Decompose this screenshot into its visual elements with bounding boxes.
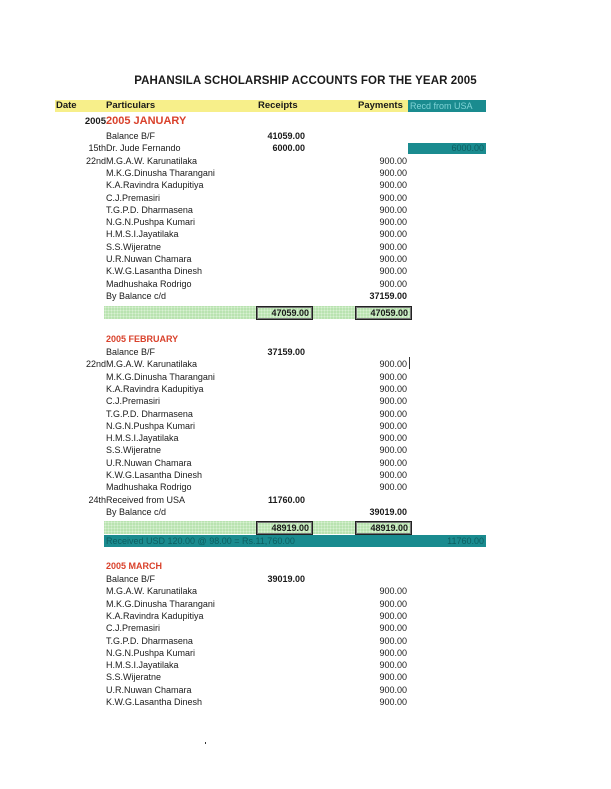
row-particular: T.G.P.D. Dharmasena xyxy=(106,408,193,419)
row-particular: K.A.Ravindra Kadupitiya xyxy=(106,383,204,394)
table-row xyxy=(0,432,611,444)
row-particular: T.G.P.D. Dharmasena xyxy=(106,635,193,646)
row-particular: K.W.G.Lasantha Dinesh xyxy=(106,266,203,277)
month-title-february: 2005 FEBRUARY xyxy=(106,334,179,344)
february-total-payments: 48919.00 xyxy=(355,521,412,535)
february-total-receipts: 48919.00 xyxy=(256,521,313,535)
row-payment: 900.00 xyxy=(379,598,407,609)
row-particular: K.A.Ravindra Kadupitiya xyxy=(106,610,204,621)
row-payment: 900.00 xyxy=(379,371,407,382)
table-row xyxy=(0,228,611,240)
row-particular: K.A.Ravindra Kadupitiya xyxy=(106,180,204,191)
table-row xyxy=(0,253,611,265)
table-row xyxy=(0,408,611,420)
row-receipt: 11760.00 xyxy=(267,494,305,505)
row-particular: S.S.Wijeratne xyxy=(106,672,162,683)
row-date: 22nd xyxy=(85,359,106,370)
january-usa-value: 6000.00 xyxy=(451,143,484,153)
row-particular: C.J.Premasiri xyxy=(106,396,161,407)
row-particular: K.W.G.Lasantha Dinesh xyxy=(106,697,203,707)
table-row xyxy=(0,204,611,216)
month-row-march xyxy=(0,560,611,572)
table-row xyxy=(0,573,611,585)
row-payment: 900.00 xyxy=(379,254,407,264)
row-particular: M.G.A.W. Karunatilaka xyxy=(106,586,198,597)
row-particular: Balance B/F xyxy=(106,347,156,357)
table-row xyxy=(0,635,611,647)
table-row xyxy=(0,420,611,432)
table-row xyxy=(0,216,611,228)
row-payment: 900.00 xyxy=(379,684,407,695)
row-particular: M.G.A.W. Karunatilaka xyxy=(106,359,198,370)
row-payment: 900.00 xyxy=(379,445,407,456)
row-payment: 900.00 xyxy=(379,359,407,370)
february-usa-value: 11760.00 xyxy=(447,536,484,546)
table-row xyxy=(0,444,611,456)
table-row xyxy=(0,179,611,191)
row-payment: 900.00 xyxy=(379,266,407,277)
row-payment: 900.00 xyxy=(379,420,407,431)
row-payment: 900.00 xyxy=(379,217,407,228)
row-payment: 900.00 xyxy=(379,647,407,658)
row-payment: 900.00 xyxy=(379,229,407,240)
month-title-march: 2005 MARCH xyxy=(106,561,163,571)
table-row xyxy=(0,659,611,671)
table-row xyxy=(0,371,611,383)
row-payment: 900.00 xyxy=(379,155,407,166)
row-particular: By Balance c/d xyxy=(106,290,167,301)
row-payment: 900.00 xyxy=(379,672,407,683)
row-particular: S.S.Wijeratne xyxy=(106,241,162,252)
document-title: PAHANSILA SCHOLARSHIP ACCOUNTS FOR THE YEAR 2005 xyxy=(134,75,477,87)
row-date: 22nd xyxy=(85,155,106,166)
header-payments: Payments xyxy=(358,100,403,111)
table-row xyxy=(0,358,611,370)
table-row xyxy=(0,610,611,622)
scan-speck xyxy=(205,742,206,744)
table-row xyxy=(0,494,611,506)
table-row xyxy=(0,395,611,407)
row-payment: 900.00 xyxy=(379,192,407,203)
row-receipt: 37159.00 xyxy=(267,347,305,357)
table-row xyxy=(0,671,611,683)
row-payment: 900.00 xyxy=(379,635,407,646)
table-row xyxy=(0,192,611,204)
table-row xyxy=(0,265,611,277)
january-total-payments: 47059.00 xyxy=(355,306,412,320)
cursor-mark xyxy=(409,357,410,369)
row-payment: 37159.00 xyxy=(369,290,407,301)
row-particular: Balance B/F xyxy=(106,131,156,141)
row-payment: 900.00 xyxy=(379,623,407,634)
row-payment: 900.00 xyxy=(379,383,407,394)
row-particular: C.J.Premasiri xyxy=(106,623,161,634)
row-payment: 900.00 xyxy=(379,408,407,419)
header-particulars: Particulars xyxy=(106,100,156,111)
february-usd-note: Received USD 120.00 @ 98.00 = Rs.11,760.00 xyxy=(106,536,295,546)
row-payment: 900.00 xyxy=(379,457,407,468)
table-row xyxy=(0,278,611,290)
table-row xyxy=(0,481,611,493)
row-particular: M.G.A.W. Karunatilaka xyxy=(106,155,198,166)
month-title-january: 2005 JANUARY xyxy=(106,115,187,127)
row-payment: 900.00 xyxy=(379,241,407,252)
row-payment: 900.00 xyxy=(379,396,407,407)
row-receipt: 41059.00 xyxy=(267,131,305,141)
table-row xyxy=(0,622,611,634)
header-usa: Recd from USA xyxy=(410,101,473,111)
row-particular: C.J.Premasiri xyxy=(106,192,161,203)
row-date: 24th xyxy=(88,494,106,505)
table-row xyxy=(0,142,611,154)
row-particular: N.G.N.Pushpa Kumari xyxy=(106,217,196,228)
row-receipt: 6000.00 xyxy=(272,143,305,154)
table-row xyxy=(0,598,611,610)
table-row xyxy=(0,241,611,253)
row-particular: U.R.Nuwan Chamara xyxy=(106,254,192,264)
table-row xyxy=(0,506,611,518)
row-payment: 900.00 xyxy=(379,167,407,178)
row-payment: 900.00 xyxy=(379,470,407,480)
year-label: 2005 xyxy=(84,116,106,127)
row-particular: H.M.S.I.Jayatilaka xyxy=(106,433,179,444)
row-date: 15th xyxy=(88,143,106,154)
table-row xyxy=(0,647,611,659)
table-row xyxy=(0,696,611,708)
row-payment: 900.00 xyxy=(379,660,407,671)
row-payment: 900.00 xyxy=(379,610,407,621)
table-row xyxy=(0,346,611,358)
table-row xyxy=(0,130,611,142)
row-payment: 900.00 xyxy=(379,586,407,597)
table-row xyxy=(0,155,611,167)
row-particular: H.M.S.I.Jayatilaka xyxy=(106,660,179,671)
row-payment: 900.00 xyxy=(379,204,407,215)
row-payment: 900.00 xyxy=(379,433,407,444)
table-row xyxy=(0,290,611,302)
row-payment: 900.00 xyxy=(379,180,407,191)
table-row xyxy=(0,383,611,395)
row-particular: T.G.P.D. Dharmasena xyxy=(106,204,193,215)
table-row xyxy=(0,167,611,179)
row-particular: H.M.S.I.Jayatilaka xyxy=(106,229,179,240)
row-particular: By Balance c/d xyxy=(106,506,167,517)
row-particular: U.R.Nuwan Chamara xyxy=(106,457,192,468)
row-particular: M.K.G.Dinusha Tharangani xyxy=(106,371,215,382)
january-total-receipts: 47059.00 xyxy=(256,306,313,320)
row-particular: Madhushaka Rodrigo xyxy=(106,482,192,493)
row-particular: Madhushaka Rodrigo xyxy=(106,278,192,289)
month-row-february xyxy=(0,333,611,345)
row-payment: 39019.00 xyxy=(369,506,407,517)
row-particular: N.G.N.Pushpa Kumari xyxy=(106,420,196,431)
row-particular: Dr. Jude Fernando xyxy=(106,143,181,154)
row-receipt: 39019.00 xyxy=(267,574,305,584)
table-row xyxy=(0,585,611,597)
table-row xyxy=(0,469,611,481)
row-particular: Received from USA xyxy=(106,494,186,505)
row-particular: K.W.G.Lasantha Dinesh xyxy=(106,470,203,480)
header-receipts: Receipts xyxy=(258,100,298,111)
row-payment: 900.00 xyxy=(379,278,407,289)
row-payment: 900.00 xyxy=(379,482,407,493)
row-particular: M.K.G.Dinusha Tharangani xyxy=(106,167,215,178)
row-particular: S.S.Wijeratne xyxy=(106,445,162,456)
table-row xyxy=(0,684,611,696)
month-row-january xyxy=(0,115,611,127)
table-row xyxy=(0,457,611,469)
row-particular: M.K.G.Dinusha Tharangani xyxy=(106,598,215,609)
header-date: Date xyxy=(56,100,77,111)
row-particular: U.R.Nuwan Chamara xyxy=(106,684,192,695)
row-payment: 900.00 xyxy=(379,697,407,707)
row-particular: N.G.N.Pushpa Kumari xyxy=(106,647,196,658)
row-particular: Balance B/F xyxy=(106,574,156,584)
